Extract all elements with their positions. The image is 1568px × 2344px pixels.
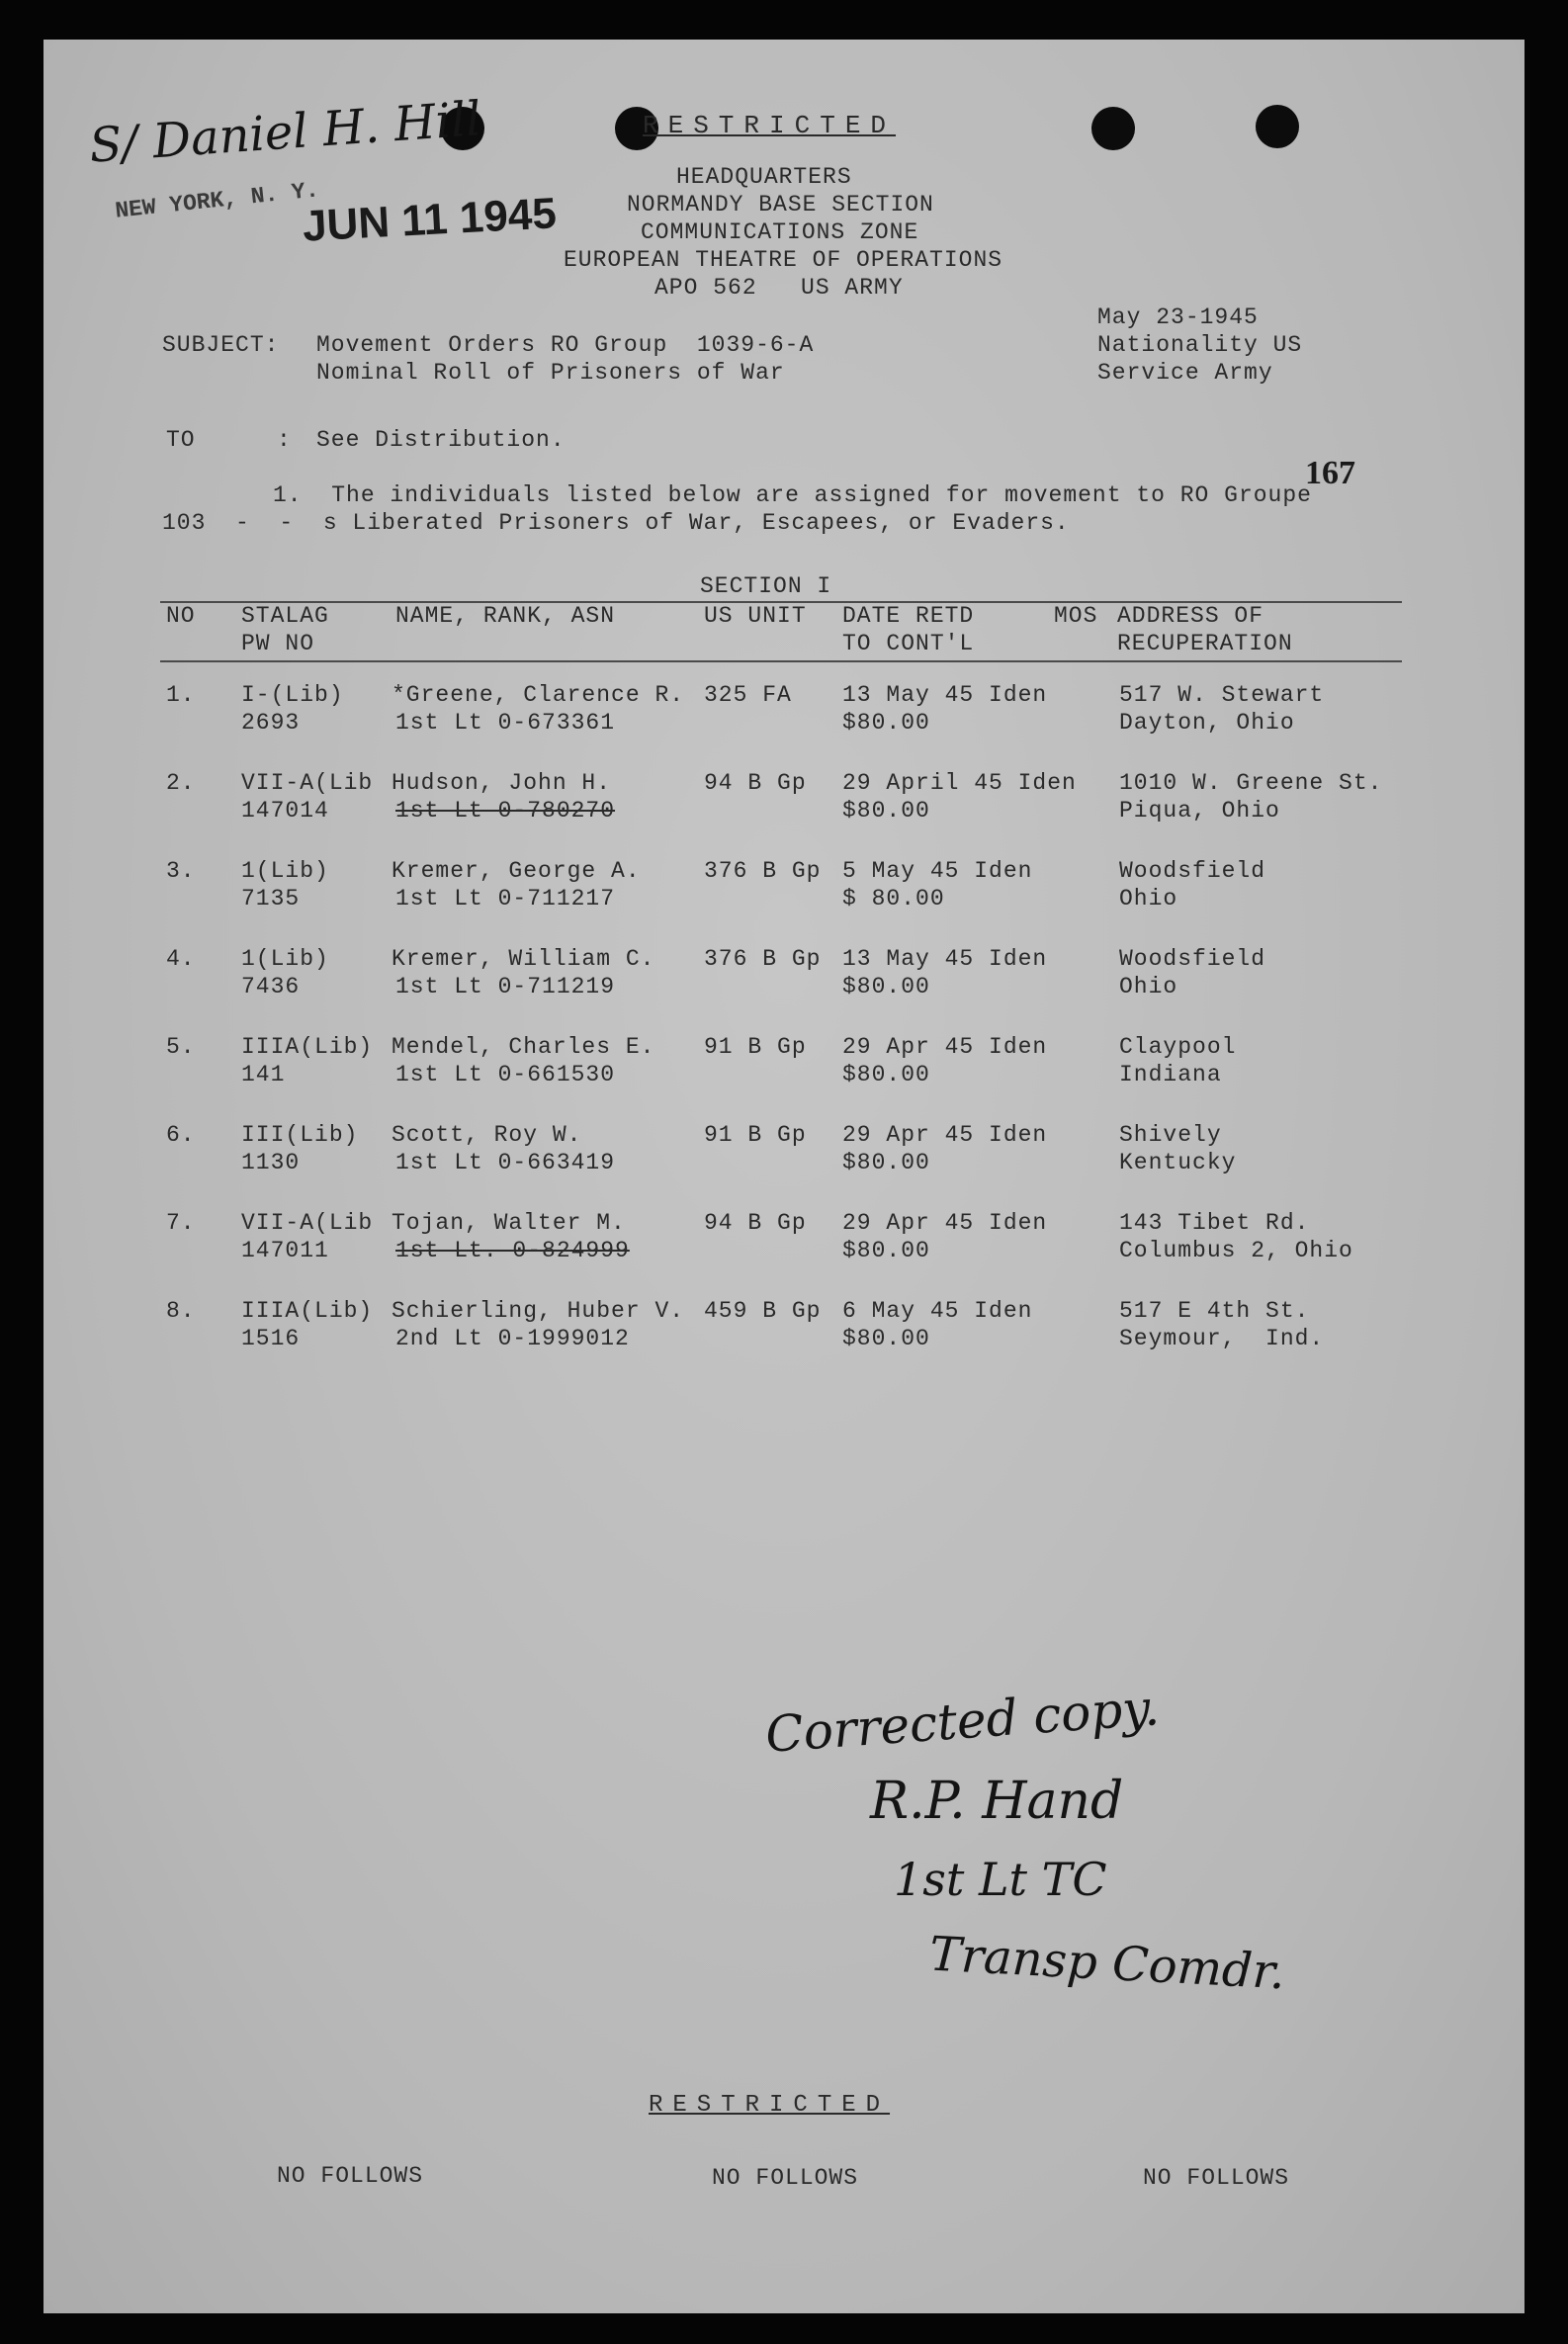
- col-header-mos: MOS: [1054, 603, 1098, 629]
- col-header-date-2: TO CONT'L: [842, 631, 975, 656]
- header-line-hq: HEADQUARTERS: [676, 164, 852, 190]
- row-unit: 94 B Gp: [704, 1210, 807, 1236]
- certification-signature: R.P. Hand: [870, 1772, 1124, 1831]
- col-header-pw-no: PW NO: [241, 631, 315, 656]
- subject-line-2: Nominal Roll of Prisoners of War: [316, 360, 785, 386]
- row-number: 3.: [166, 858, 196, 884]
- row-name: *Greene, Clarence R.: [392, 682, 685, 708]
- no-follows-left: NO FOLLOWS: [277, 2163, 424, 2189]
- row-date-returned: 13 May 45 Iden: [842, 682, 1048, 708]
- row-stalag: 1(Lib): [241, 858, 329, 884]
- certification-title: Transp Comdr.: [927, 1926, 1287, 2001]
- row-pay: $80.00: [842, 710, 930, 736]
- row-unit: 325 FA: [704, 682, 792, 708]
- col-header-no: NO: [166, 603, 196, 629]
- row-pay: $80.00: [842, 1326, 930, 1351]
- row-pay: $80.00: [842, 1062, 930, 1087]
- row-number: 2.: [166, 770, 196, 796]
- row-stalag: III(Lib): [241, 1122, 359, 1148]
- no-follows-center: NO FOLLOWS: [712, 2165, 859, 2191]
- col-header-stalag: STALAG: [241, 603, 329, 629]
- row-name: Kremer, George A.: [392, 858, 641, 884]
- row-pay: $ 80.00: [842, 886, 945, 912]
- row-address-2: Dayton, Ohio: [1119, 710, 1295, 736]
- row-pw-number: 1516: [241, 1326, 301, 1351]
- classification-footer: RESTRICTED: [649, 2092, 891, 2119]
- row-unit: 94 B Gp: [704, 770, 807, 796]
- row-address-2: Indiana: [1119, 1062, 1222, 1087]
- row-address-1: Woodsfield: [1119, 858, 1266, 884]
- row-stalag: 1(Lib): [241, 946, 329, 972]
- row-number: 1.: [166, 682, 196, 708]
- punch-hole-icon: [1091, 107, 1135, 150]
- paragraph-line-2: 103 - - s Liberated Prisoners of War, Escapees, or Evaders.: [162, 510, 1070, 536]
- classification-header: RESTRICTED: [643, 111, 897, 140]
- row-unit: 91 B Gp: [704, 1034, 807, 1060]
- row-date-returned: 29 Apr 45 Iden: [842, 1034, 1048, 1060]
- document-date: May 23-1945: [1097, 304, 1259, 330]
- row-address-2: Columbus 2, Ohio: [1119, 1238, 1353, 1263]
- header-line-eto: EUROPEAN THEATRE OF OPERATIONS: [564, 247, 1003, 273]
- row-rank-asn: 1st Lt 0-711217: [395, 886, 616, 912]
- row-address-1: Claypool: [1119, 1034, 1237, 1060]
- stamp-signature: S/ Daniel H. Hill: [87, 91, 483, 174]
- row-rank-asn: 1st Lt 0-673361: [395, 710, 616, 736]
- row-pay: $80.00: [842, 974, 930, 999]
- row-date-returned: 29 Apr 45 Iden: [842, 1122, 1048, 1148]
- row-pw-number: 141: [241, 1062, 286, 1087]
- subject-label: SUBJECT:: [162, 332, 280, 358]
- row-address-1: 517 E 4th St.: [1119, 1298, 1310, 1324]
- row-stalag: VII-A(Lib: [241, 770, 374, 796]
- document-page: [44, 40, 1524, 2313]
- row-date-returned: 29 April 45 Iden: [842, 770, 1077, 796]
- row-name: Schierling, Huber V.: [392, 1298, 685, 1324]
- row-name: Scott, Roy W.: [392, 1122, 582, 1148]
- page-number: 167: [1305, 455, 1355, 491]
- col-header-address-2: RECUPERATION: [1117, 631, 1293, 656]
- row-address-2: Ohio: [1119, 974, 1178, 999]
- row-address-1: Woodsfield: [1119, 946, 1266, 972]
- row-rank-asn: 1st Lt 0-661530: [395, 1062, 616, 1087]
- row-number: 7.: [166, 1210, 196, 1236]
- row-pay: $80.00: [842, 1238, 930, 1263]
- col-header-address: ADDRESS OF: [1117, 603, 1264, 629]
- row-rank-asn: 1st Lt 0-663419: [395, 1150, 616, 1175]
- row-unit: 91 B Gp: [704, 1122, 807, 1148]
- row-unit: 376 B Gp: [704, 946, 822, 972]
- row-pw-number: 7135: [241, 886, 301, 912]
- row-stalag: IIIA(Lib): [241, 1298, 374, 1324]
- row-unit: 376 B Gp: [704, 858, 822, 884]
- row-number: 6.: [166, 1122, 196, 1148]
- row-name: Hudson, John H.: [392, 770, 612, 796]
- to-value: See Distribution.: [316, 427, 566, 453]
- col-header-name: NAME, RANK, ASN: [395, 603, 616, 629]
- row-stalag: I-(Lib): [241, 682, 344, 708]
- paragraph-line-1: 1. The individuals listed below are assigned for movement to RO Groupe: [273, 482, 1312, 508]
- row-name: Tojan, Walter M.: [392, 1210, 626, 1236]
- row-rank-asn: 1st Lt 0-780270: [395, 798, 616, 824]
- row-pw-number: 147011: [241, 1238, 329, 1263]
- row-pw-number: 1130: [241, 1150, 301, 1175]
- row-address-1: 1010 W. Greene St.: [1119, 770, 1383, 796]
- header-bottom-rule: [160, 660, 1402, 662]
- to-label: TO: [166, 427, 196, 453]
- row-pw-number: 7436: [241, 974, 301, 999]
- header-line-apo: APO 562 US ARMY: [654, 275, 904, 301]
- row-address-1: 517 W. Stewart: [1119, 682, 1325, 708]
- row-stalag: IIIA(Lib): [241, 1034, 374, 1060]
- row-stalag: VII-A(Lib: [241, 1210, 374, 1236]
- row-name: Kremer, William C.: [392, 946, 655, 972]
- row-name: Mendel, Charles E.: [392, 1034, 655, 1060]
- row-pay: $80.00: [842, 798, 930, 824]
- row-pw-number: 2693: [241, 710, 301, 736]
- row-pay: $80.00: [842, 1150, 930, 1175]
- row-number: 8.: [166, 1298, 196, 1324]
- row-number: 5.: [166, 1034, 196, 1060]
- nationality: Nationality US: [1097, 332, 1303, 358]
- no-follows-right: NO FOLLOWS: [1143, 2165, 1290, 2191]
- stamp-location: NEW YORK, N. Y.: [114, 177, 320, 224]
- row-address-1: Shively: [1119, 1122, 1222, 1148]
- certification-line-1: Corrected copy.: [763, 1679, 1162, 1764]
- row-rank-asn: 1st Lt 0-711219: [395, 974, 616, 999]
- punch-hole-icon: [1256, 105, 1299, 148]
- stamp-date: JUN 11 1945: [301, 189, 558, 251]
- row-address-2: Piqua, Ohio: [1119, 798, 1280, 824]
- row-pw-number: 147014: [241, 798, 329, 824]
- row-address-2: Kentucky: [1119, 1150, 1237, 1175]
- header-line-comz: COMMUNICATIONS ZONE: [641, 219, 919, 245]
- row-rank-asn: 2nd Lt 0-1999012: [395, 1326, 630, 1351]
- to-separator: :: [277, 427, 292, 453]
- subject-line-1: Movement Orders RO Group 1039-6-A: [316, 332, 815, 358]
- row-address-1: 143 Tibet Rd.: [1119, 1210, 1310, 1236]
- row-number: 4.: [166, 946, 196, 972]
- row-date-returned: 6 May 45 Iden: [842, 1298, 1033, 1324]
- row-address-2: Ohio: [1119, 886, 1178, 912]
- row-date-returned: 13 May 45 Iden: [842, 946, 1048, 972]
- header-line-section: NORMANDY BASE SECTION: [627, 192, 934, 217]
- section-title: SECTION I: [700, 573, 832, 599]
- row-rank-asn: 1st Lt. 0-824999: [395, 1238, 630, 1263]
- row-date-returned: 29 Apr 45 Iden: [842, 1210, 1048, 1236]
- service: Service Army: [1097, 360, 1273, 386]
- row-unit: 459 B Gp: [704, 1298, 822, 1324]
- col-header-date: DATE RETD: [842, 603, 975, 629]
- certification-rank: 1st Lt TC: [894, 1853, 1107, 1906]
- row-address-2: Seymour, Ind.: [1119, 1326, 1325, 1351]
- col-header-unit: US UNIT: [704, 603, 807, 629]
- row-date-returned: 5 May 45 Iden: [842, 858, 1033, 884]
